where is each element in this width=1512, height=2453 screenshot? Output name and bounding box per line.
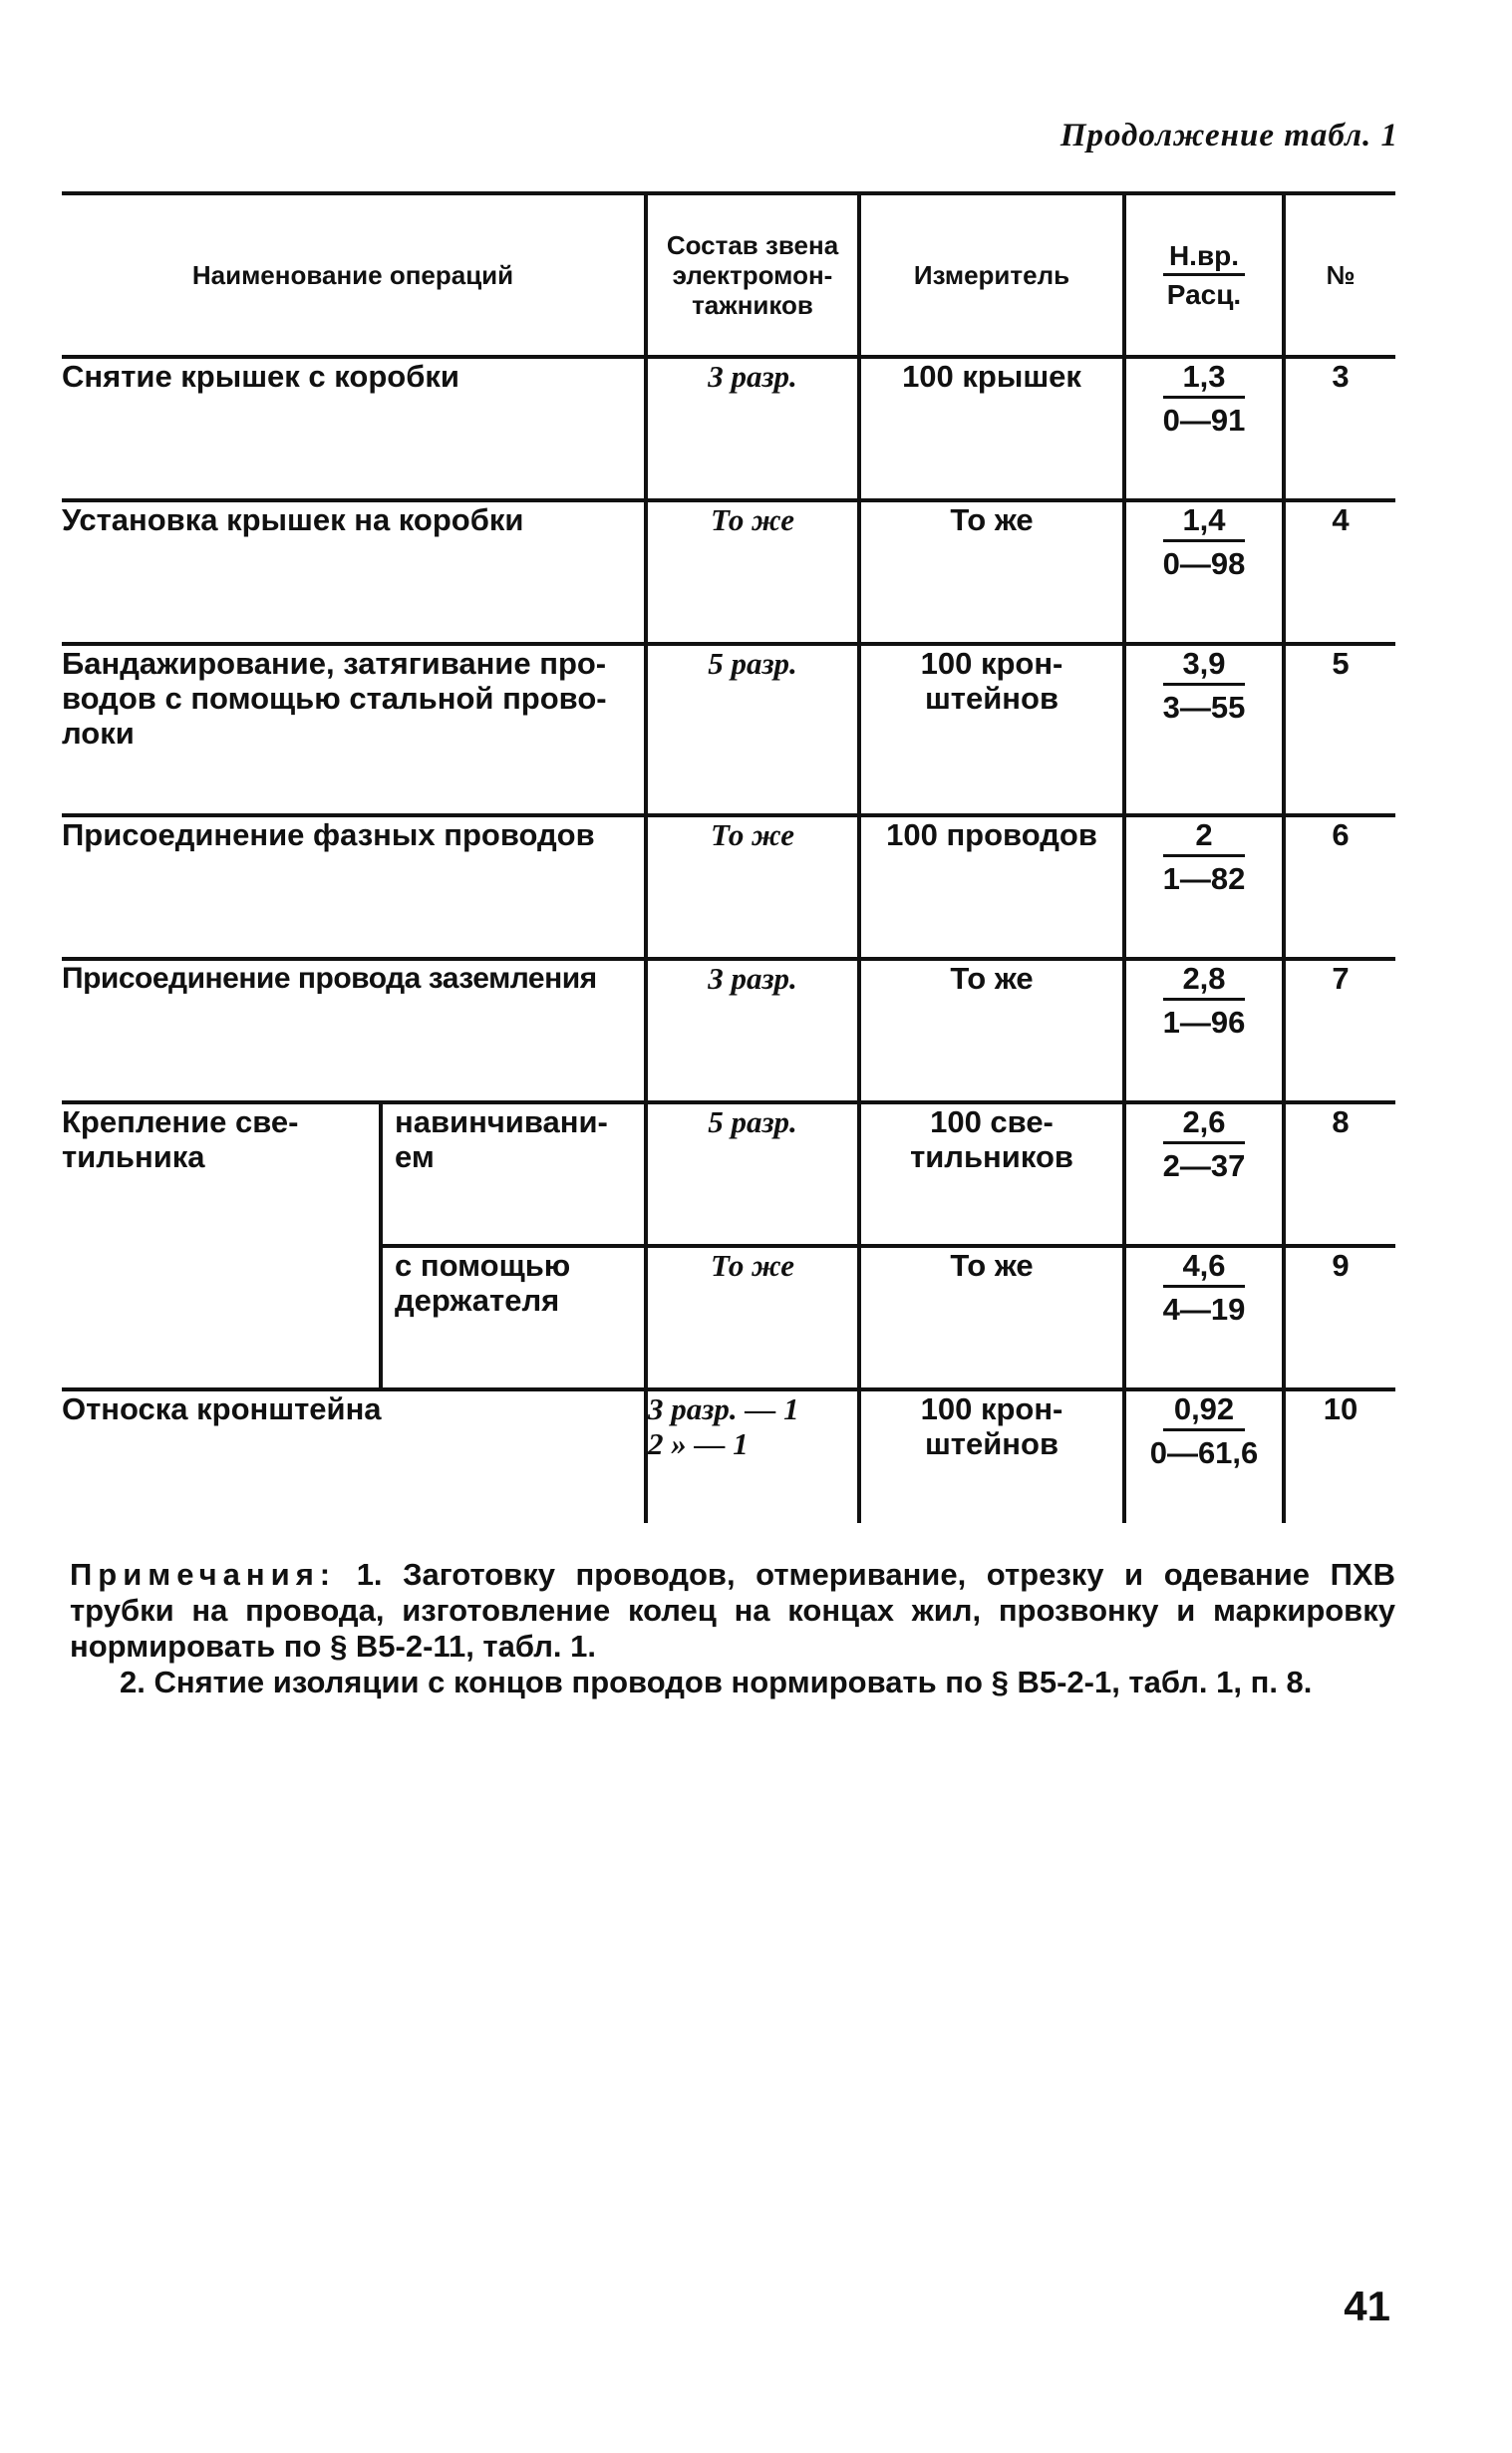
note-1: 1. Заготовку проводов, отмеривание, отрезку и одевание ПХВ трубки на провода, изготовление колец на концах жил, прозвонку и маркировку нормировать по § В5-2-11, табл. 1.: [70, 1557, 1395, 1664]
crew-cell: [646, 1389, 859, 1523]
row-number: 10: [1284, 1389, 1395, 1523]
crew-line-1: 3 разр. — 1: [648, 1391, 799, 1426]
header-norm-time: Н.вр.: [1163, 241, 1245, 276]
page-number: 41: [1344, 2283, 1390, 2329]
norm-time: 2,8: [1163, 961, 1245, 1001]
row-number: 5: [1284, 644, 1395, 815]
operation-group-name: Крепление све-тильника: [62, 1102, 381, 1389]
norm-rate: 1—96: [1162, 1005, 1246, 1040]
operation-name: Относка кронштейна: [62, 1389, 646, 1523]
header-crew: Состав звена электромон-тажников: [646, 193, 859, 357]
unit-cell: 100 крышек: [859, 357, 1124, 500]
header-norm: [1124, 193, 1284, 357]
norm-cell: [1124, 1246, 1284, 1389]
operation-name: Снятие крышек с коробки: [62, 357, 646, 500]
unit-cell: 100 све-тильников: [859, 1102, 1124, 1246]
norm-cell: [1124, 644, 1284, 815]
table-notes: [70, 1557, 1395, 1700]
operation-name: с помощью держателя: [381, 1246, 646, 1389]
unit-cell: 100 проводов: [859, 815, 1124, 959]
note-2: 2. Снятие изоляции с концов проводов нормировать по § В5-2-1, табл. 1, п. 8.: [120, 1665, 1313, 1699]
row-number: 7: [1284, 959, 1395, 1102]
row-number: 6: [1284, 815, 1395, 959]
norm-cell: [1124, 1389, 1284, 1523]
operation-name: Бандажирование, затягивание про-водов с помощью стальной прово-локи: [62, 644, 646, 815]
norm-time: 1,3: [1163, 359, 1245, 399]
table-row: [62, 959, 1395, 1102]
norm-time: 1,4: [1163, 502, 1245, 542]
norm-rate: 1—82: [1162, 861, 1246, 896]
operation-name: Присоединение фазных проводов: [62, 815, 646, 959]
notes-label: Примечания:: [70, 1557, 337, 1592]
unit-cell: То же: [859, 500, 1124, 644]
crew-line-2: 2 » — 1: [648, 1426, 749, 1461]
norm-rate: 2—37: [1162, 1148, 1246, 1183]
norm-time: 3,9: [1163, 646, 1245, 686]
crew-cell: То же: [646, 815, 859, 959]
table-header-row: [62, 193, 1395, 357]
norm-rate: 3—55: [1162, 690, 1246, 725]
table-row: [62, 644, 1395, 815]
unit-cell: 100 крон-штейнов: [859, 1389, 1124, 1523]
header-operation: Наименование операций: [62, 193, 646, 357]
norm-time: 0,92: [1163, 1391, 1245, 1431]
operation-name: навинчивани-ем: [381, 1102, 646, 1246]
header-norm-rate: Расц.: [1166, 278, 1242, 310]
norm-cell: [1124, 500, 1284, 644]
table-row: [62, 357, 1395, 500]
continuation-caption: Продолжение табл. 1: [1059, 118, 1398, 153]
crew-cell: То же: [646, 500, 859, 644]
norm-rate: 0—98: [1162, 546, 1246, 581]
norm-cell: [1124, 1102, 1284, 1246]
table-row: [62, 1389, 1395, 1523]
row-number: 4: [1284, 500, 1395, 644]
operation-name: Установка крышек на коробки: [62, 500, 646, 644]
norm-cell: [1124, 357, 1284, 500]
norm-rate: 0—61,6: [1149, 1435, 1259, 1470]
norm-rate: 4—19: [1162, 1292, 1246, 1327]
header-unit: Измеритель: [859, 193, 1124, 357]
norm-rate: 0—91: [1162, 403, 1246, 438]
row-number: 8: [1284, 1102, 1395, 1246]
norm-time: 2: [1163, 817, 1245, 857]
crew-cell: 5 разр.: [646, 644, 859, 815]
norm-time: 4,6: [1163, 1248, 1245, 1288]
crew-cell: 3 разр.: [646, 357, 859, 500]
unit-cell: 100 крон-штейнов: [859, 644, 1124, 815]
norm-cell: [1124, 959, 1284, 1102]
unit-cell: То же: [859, 1246, 1124, 1389]
norm-time: 2,6: [1163, 1104, 1245, 1144]
table-row: [62, 815, 1395, 959]
table-row: [62, 1102, 1395, 1246]
unit-cell: То же: [859, 959, 1124, 1102]
crew-cell: То же: [646, 1246, 859, 1389]
header-no: №: [1284, 193, 1395, 357]
row-number: 3: [1332, 359, 1350, 394]
operation-name: Присоединение провода заземления: [62, 959, 646, 1102]
norm-cell: [1124, 815, 1284, 959]
crew-cell: 5 разр.: [646, 1102, 859, 1246]
row-number: 9: [1284, 1246, 1395, 1389]
table-row: [62, 500, 1395, 644]
crew-cell: 3 разр.: [646, 959, 859, 1102]
operations-table: [62, 191, 1395, 1523]
